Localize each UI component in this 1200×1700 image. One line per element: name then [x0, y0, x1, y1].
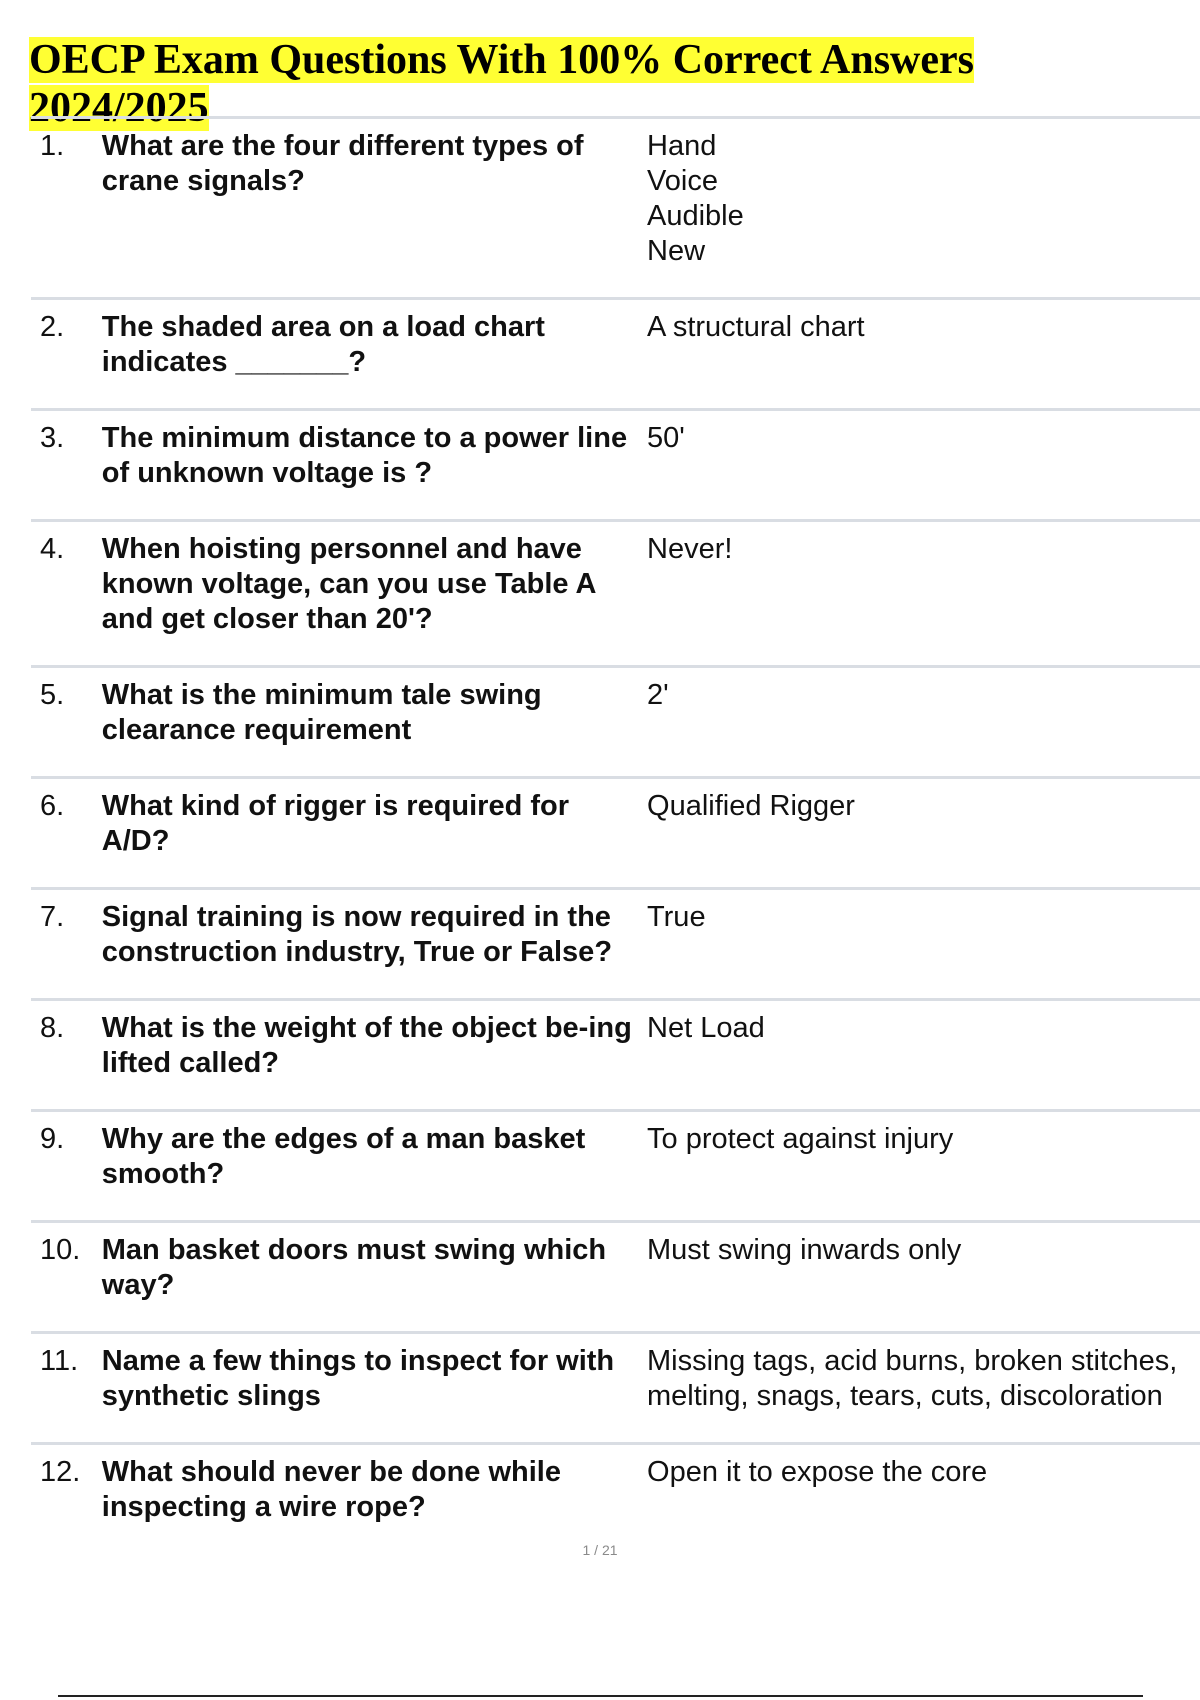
question-text: What are the four different types of crane signals?	[101, 130, 584, 197]
question-text: What should never be done while inspecting a wire rope?	[101, 1456, 561, 1523]
answer-line: Hand	[647, 130, 717, 162]
answer-line: Audible	[647, 200, 744, 232]
answer-text	[647, 410, 1200, 521]
question-number: 6.	[40, 790, 65, 822]
qa-row	[31, 1333, 1200, 1444]
question-text: The minimum distance to a power line of unknown voltage is ?	[101, 422, 628, 489]
answer-line: Net Load	[647, 1012, 765, 1044]
qa-table-body	[31, 118, 1200, 1554]
question-text: What is the minimum tale swing clearance requirement	[101, 679, 542, 746]
qa-row	[31, 889, 1200, 1000]
question-text: Why are the edges of a man basket smooth?	[101, 1123, 586, 1190]
question-number: 9.	[40, 1123, 65, 1155]
question-number: 10.	[40, 1234, 81, 1266]
qa-row	[31, 1111, 1200, 1222]
question-text: Signal training is now required in the construction industry, True or False?	[101, 901, 613, 968]
qa-row	[31, 667, 1200, 778]
answer-line: Open it to expose the core	[647, 1456, 988, 1488]
answer-text	[647, 1000, 1200, 1111]
question-text: What kind of rigger is required for A/D?	[101, 790, 570, 857]
answer-text	[647, 1111, 1200, 1222]
answer-line: Missing tags, acid burns, broken stitches, melting, snags, tears, cuts, discoloration	[647, 1345, 1178, 1412]
question-number: 5.	[40, 679, 65, 711]
answer-line: Must swing inwards only	[647, 1234, 962, 1266]
question-text: Man basket doors must swing which way?	[101, 1234, 607, 1301]
answer-line: True	[647, 901, 706, 933]
answer-line: Never!	[647, 533, 733, 565]
answer-text	[647, 1444, 1200, 1554]
question-number: 12.	[40, 1456, 81, 1488]
qa-row	[31, 299, 1200, 410]
question-number: 3.	[40, 422, 65, 454]
page-number: 1 / 21	[582, 1542, 618, 1558]
answer-text	[647, 1333, 1200, 1444]
question-number: 4.	[40, 533, 65, 565]
answer-text	[647, 118, 1200, 299]
answer-line: Qualified Rigger	[647, 790, 855, 822]
answer-line: To protect against injury	[647, 1123, 954, 1155]
qa-row	[31, 778, 1200, 889]
qa-row	[31, 1444, 1200, 1554]
question-text: The shaded area on a load chart indicates _______?	[101, 311, 545, 378]
question-text: What is the weight of the object be-ing lifted called?	[101, 1012, 632, 1079]
answer-text	[647, 778, 1200, 889]
footer-rule	[58, 1695, 1143, 1697]
answer-line: 50'	[647, 422, 685, 454]
answer-text	[647, 1222, 1200, 1333]
answer-line: New	[647, 235, 706, 267]
answer-text	[647, 889, 1200, 1000]
question-number: 1.	[40, 130, 65, 162]
qa-row	[31, 118, 1200, 299]
answer-text	[647, 667, 1200, 778]
answer-line: Voice	[647, 165, 718, 197]
answer-text	[647, 299, 1200, 410]
qa-table	[31, 116, 1200, 1553]
question-number: 8.	[40, 1012, 65, 1044]
qa-row	[31, 1000, 1200, 1111]
question-number: 2.	[40, 311, 65, 343]
qa-row	[31, 1222, 1200, 1333]
qa-row	[31, 521, 1200, 667]
question-text: Name a few things to inspect for with synthetic slings	[101, 1345, 615, 1412]
answer-text	[647, 521, 1200, 667]
answer-line: 2'	[647, 679, 669, 711]
title-line-2: 2024/2025	[29, 85, 209, 131]
title-line-1: OECP Exam Questions With 100% Correct Answers	[29, 37, 975, 83]
question-number: 11.	[40, 1345, 79, 1377]
answer-line: A structural chart	[647, 311, 865, 343]
question-text: When hoisting personnel and have known voltage, can you use Table A and get closer than 20'?	[101, 533, 596, 635]
question-number: 7.	[40, 901, 65, 933]
qa-row	[31, 410, 1200, 521]
